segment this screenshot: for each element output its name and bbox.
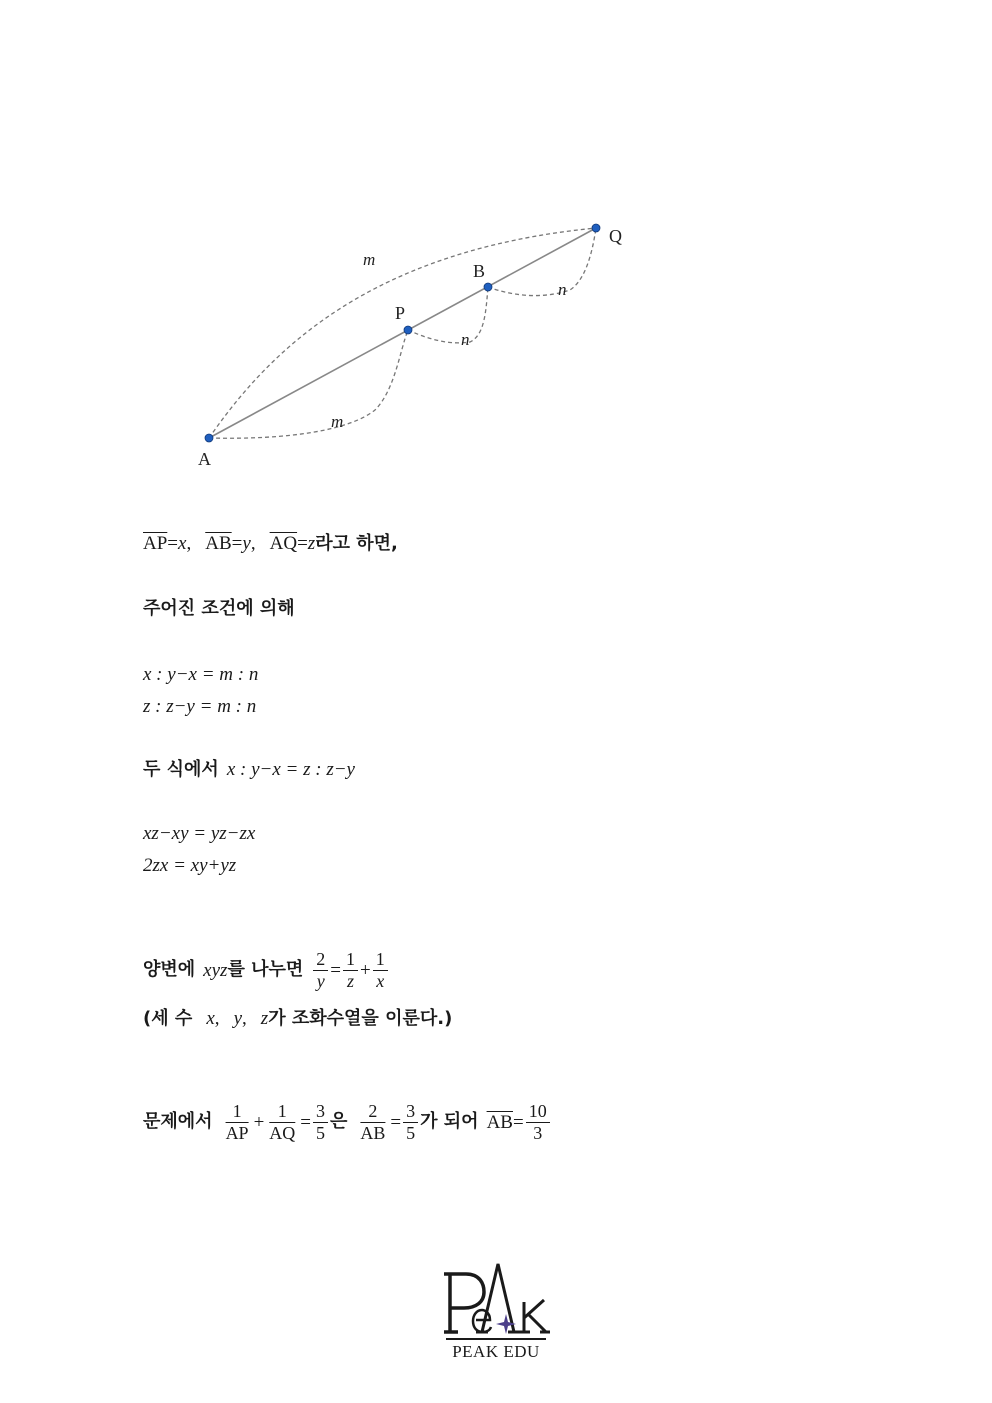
comma: , <box>242 1008 247 1029</box>
label-q: Q <box>609 226 622 246</box>
setup-suffix: 라고 하면, <box>315 533 398 554</box>
eq-sign: = <box>167 533 179 554</box>
both-equation: x : y−x = z : z−y <box>226 759 355 780</box>
comma: , <box>214 1008 220 1029</box>
segment-ab: $\overline{AB}$ <box>486 1111 513 1133</box>
fraction-2-over-ab: $\frac{2}{AB}$ <box>360 1101 386 1143</box>
fraction-1-over-z: $\frac{1}{z}$ <box>343 950 358 991</box>
harmonic-line <box>143 1009 452 1028</box>
divide-prefix: 양변에 <box>143 959 196 981</box>
segment-ap: $\overline{AP}$ <box>143 533 168 554</box>
fraction-1-over-ap: $\frac{1}{AP}$ <box>225 1101 249 1143</box>
peak-edu-logo <box>440 1258 552 1363</box>
comma: , <box>250 533 256 554</box>
both-prefix: 두 식에서 <box>143 759 219 780</box>
fraction-3-over-5: $\frac{3}{5}$ <box>313 1102 328 1143</box>
both-line <box>143 760 355 779</box>
eq-sign: = <box>231 533 243 554</box>
point-a <box>205 434 213 442</box>
label-n-bq: n <box>558 280 567 299</box>
fraction-1-over-aq: $\frac{1}{AQ}$ <box>269 1101 296 1143</box>
label-p: P <box>395 303 406 323</box>
equation-2: z : z−y = m : n <box>143 696 257 717</box>
segment-ab: $\overline{AB}$ <box>205 533 232 554</box>
harmonic-close: 가 조화수열을 이룬다.) <box>268 1008 453 1029</box>
equation-1: x : y−x = m : n <box>143 664 259 685</box>
logo-rule <box>446 1338 546 1340</box>
fraction-10-over-3: $\frac{10}{3}$ <box>526 1102 550 1143</box>
label-b: B <box>473 261 486 281</box>
point-q <box>592 224 600 232</box>
label-m-bottom: m <box>331 412 344 431</box>
equation-4: 2zx = xy+yz <box>143 855 237 876</box>
label-a: A <box>198 449 211 469</box>
var-y: y <box>233 1008 242 1029</box>
condition-text: 주어진 조건에 의해 <box>143 598 295 619</box>
divide-suffix: 를 나누면 <box>227 959 304 981</box>
fraction-2-over-y: $\frac{2}{y}$ <box>313 950 328 991</box>
var-z: z <box>260 1008 269 1029</box>
equation-3: xz−xy = yz−zx <box>143 823 256 844</box>
logo-caption: PEAK EDU <box>452 1342 540 1361</box>
divide-line <box>143 950 390 991</box>
eq-sign: = <box>390 1111 402 1133</box>
point-b <box>484 283 492 291</box>
final-mid2: 가 되어 <box>420 1111 479 1133</box>
segment-aq <box>209 228 596 438</box>
var-z: z <box>307 533 316 554</box>
fraction-3-over-5b: $\frac{3}{5}$ <box>403 1102 418 1143</box>
label-m-top: m <box>363 250 376 269</box>
harmonic-open: (세 수 <box>143 1008 193 1029</box>
plus-sign: + <box>253 1111 265 1133</box>
final-mid: 은 <box>330 1111 348 1133</box>
point-p <box>404 326 412 334</box>
eq-sign: = <box>512 1111 524 1133</box>
eq-sign: = <box>297 533 308 554</box>
var-xyz: xyz <box>203 959 228 981</box>
plus-sign: + <box>359 959 371 981</box>
final-line <box>143 1102 552 1143</box>
comma: , <box>186 533 192 554</box>
eq-sign: = <box>300 1111 312 1133</box>
label-n-pb: n <box>461 330 470 349</box>
fraction-1-over-x: $\frac{1}{x}$ <box>373 950 388 991</box>
var-x: x <box>206 1008 215 1029</box>
final-prefix: 문제에서 <box>143 1111 213 1133</box>
geometry-diagram <box>180 200 660 490</box>
logo-mark <box>440 1258 552 1340</box>
var-y: y <box>242 533 251 554</box>
arc-p-b-n <box>408 287 488 343</box>
arc-b-q-n <box>488 228 596 296</box>
segment-aq: $\overline{AQ}$ <box>269 533 298 554</box>
eq-sign: = <box>330 959 341 981</box>
var-x: x <box>178 533 187 554</box>
setup-line <box>143 534 398 553</box>
